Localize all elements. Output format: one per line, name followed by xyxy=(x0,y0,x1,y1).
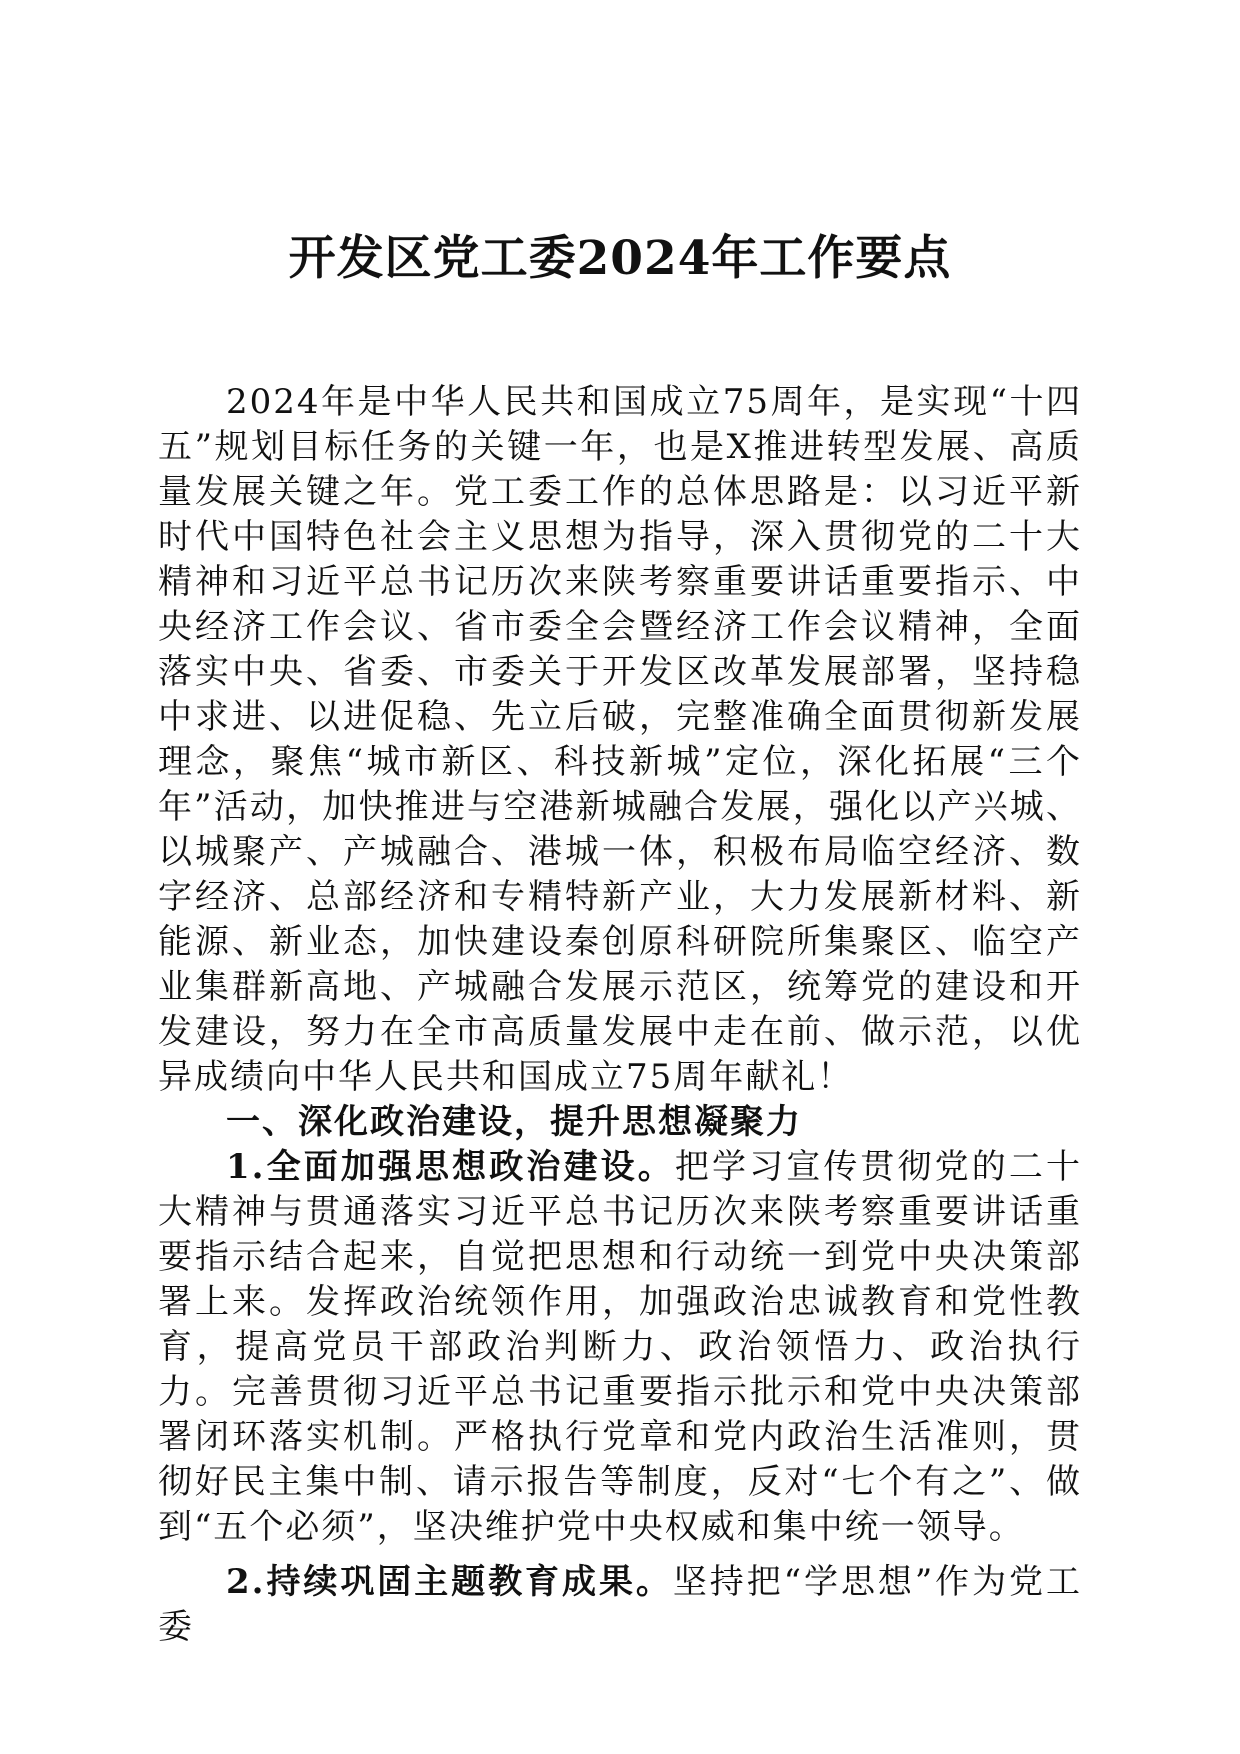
section-heading: 一、深化政治建设，提升思想凝聚力 xyxy=(226,1102,802,1142)
item-lead: 2.持续巩固主题教育成果。 xyxy=(226,1562,673,1602)
item-lead: 1.全面加强思想政治建设。 xyxy=(226,1147,675,1187)
document-title: 开发区党工委2024年工作要点 xyxy=(288,231,952,286)
intro-paragraph: 2024年是中华人民共和国成立75周年，是实现“十四五”规划目标任务的关键一年，也是X推进转型发展、高质量发展关键之年。党工委工作的总体思路是：以习近平新时代中国特色社会主义思想为指导，深入贯彻党的二十大精神和习近平总书记历次来陕考察重要讲话重要指示、中央经济工作会议、省市委全会暨经济工作会议精神，全面落实中央、省委、市委关于开发区改革发展部署，坚持稳中求进、以进促稳、先立后破，完整准确全面贯彻新发展理念，聚焦“城市新区、科技新城”定位，深化拓展“三个年”活动，加快推进与空港新城融合发展，强化以产兴城、以城聚产、产城融合、港城一体，积极布局临空经济、数字经济、总部经济和专精特新产业，大力发展新材料、新能源、新业态，加快建设秦创原科研院所集聚区、临空产业集群新高地、产城融合发展示范区，统筹党的建设和开发建设，努力在全市高质量发展中走在前、做示范，以优异成绩向中华人民共和国成立75周年献礼！ xyxy=(158,382,1082,1097)
document-body xyxy=(158,380,1082,1650)
item-text: 把学习宣传贯彻党的二十大精神与贯通落实习近平总书记历次来陕考察重要讲话重要指示结合起来，自觉把思想和行动统一到党中央决策部署上来。发挥政治统领作用，加强政治忠诚教育和党性教育，提高党员干部政治判断力、政治领悟力、政治执行力。完善贯彻习近平总书记重要指示批示和党中央决策部署闭环落实机制。严格执行党章和党内政治生活准则，贯彻好民主集中制、请示报告等制度，反对“七个有之”、做到“五个必须”，坚决维护党中央权威和集中统一领导。 xyxy=(158,1147,1082,1547)
section-item-2 xyxy=(158,1560,1082,1650)
section-item-1 xyxy=(158,1145,1082,1550)
item-text: 坚持把“学思想”作为党工委 xyxy=(158,1562,1083,1647)
